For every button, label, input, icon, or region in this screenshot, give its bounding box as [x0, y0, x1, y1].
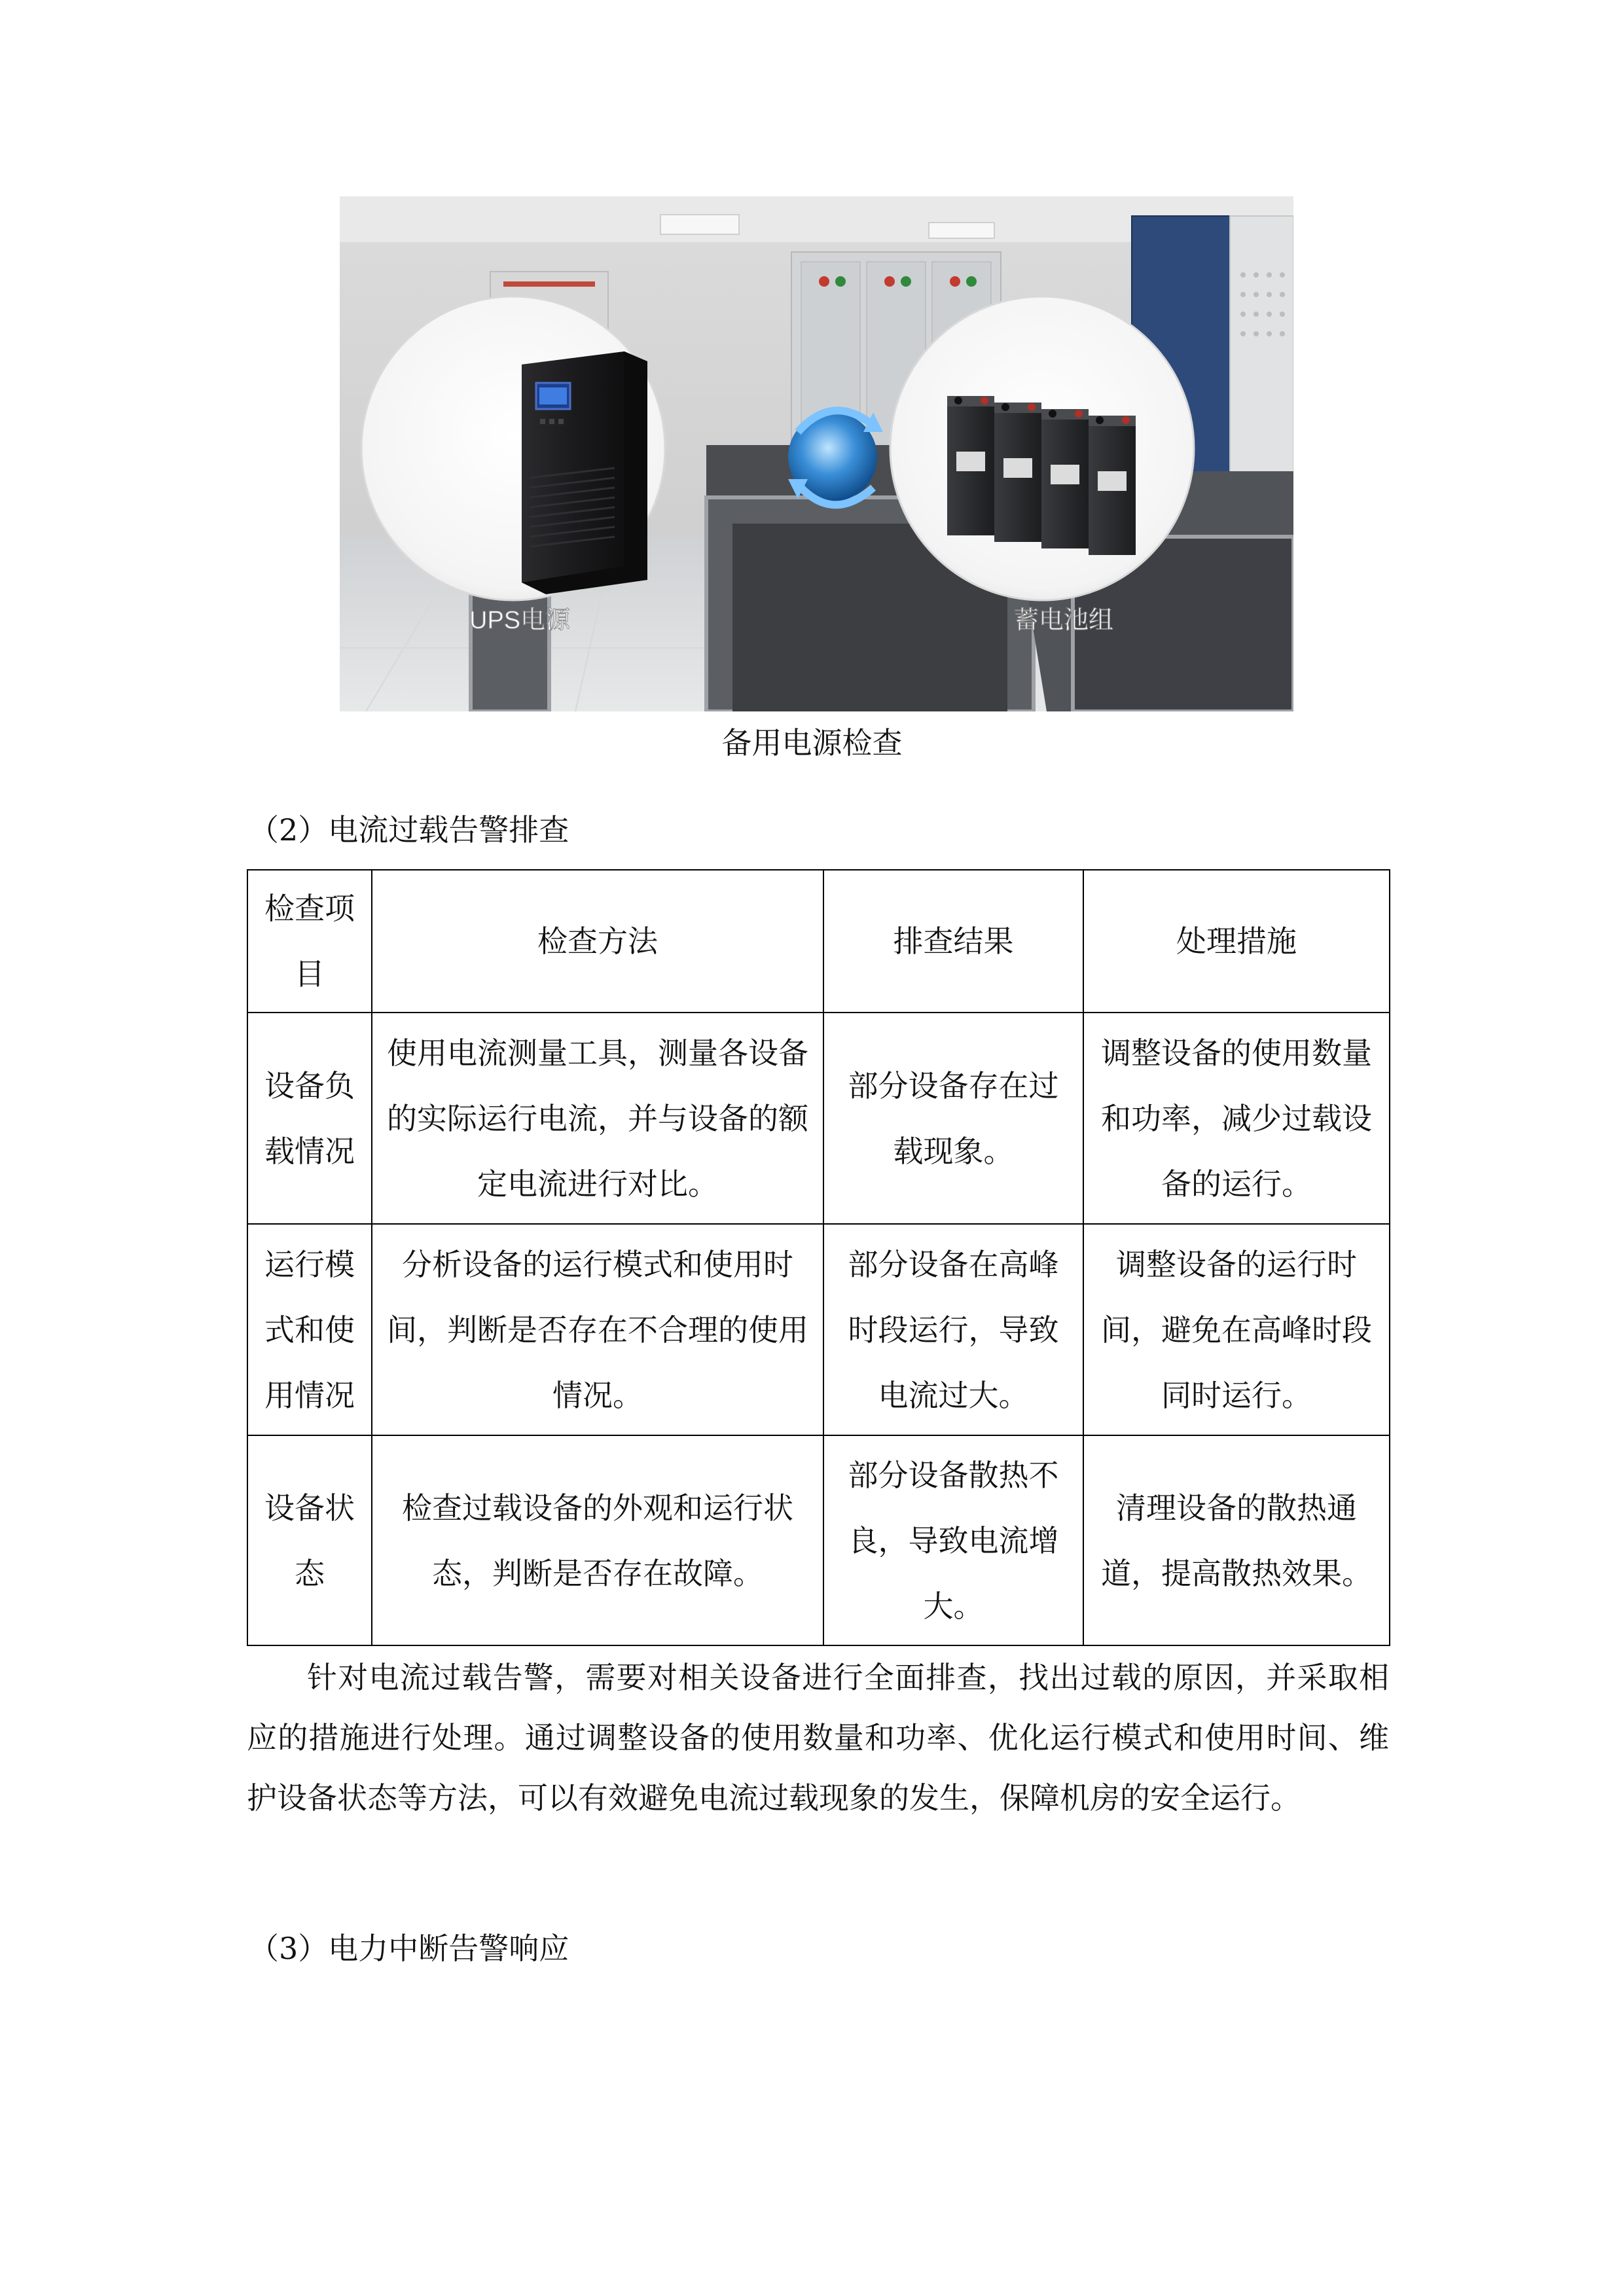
cell-item: 设备负载情况 [247, 1013, 372, 1224]
cell-result: 部分设备在高峰时段运行，导致电流过大。 [823, 1224, 1083, 1435]
section-heading-3: （3）电力中断告警响应 [249, 1931, 569, 1966]
cell-item: 设备状态 [247, 1435, 372, 1645]
ups-label: UPS电源 [469, 607, 571, 634]
header-result: 排查结果 [823, 870, 1083, 1013]
overload-check-table [247, 869, 1390, 1646]
table-header-row [247, 870, 1390, 1013]
cell-action: 清理设备的散热通道，提高散热效果。 [1083, 1435, 1390, 1645]
backup-power-figure [340, 196, 1293, 711]
figure-caption: 备用电源检查 [721, 725, 903, 761]
cell-result: 部分设备散热不良，导致电流增大。 [823, 1435, 1083, 1645]
cell-method: 使用电流测量工具，测量各设备的实际运行电流，并与设备的额定电流进行对比。 [372, 1013, 823, 1224]
table-row [247, 1224, 1390, 1435]
cell-action: 调整设备的运行时间，避免在高峰时段同时运行。 [1083, 1224, 1390, 1435]
header-action: 处理措施 [1083, 870, 1390, 1013]
header-method: 检查方法 [372, 870, 823, 1013]
cell-method: 检查过载设备的外观和运行状态，判断是否存在故障。 [372, 1435, 823, 1645]
body-paragraph: 针对电流过载告警，需要对相关设备进行全面排查，找出过载的原因，并采取相应的措施进行处理。通过调整设备的使用数量和功率、优化运行模式和使用时间、维护设备状态等方法，可以有效避免电流过载现象的发生，保障机房的安全运行。 [247, 1660, 1389, 1816]
battery-label: 蓄电池组 [1014, 607, 1114, 634]
cell-action: 调整设备的使用数量和功率，减少过载设备的运行。 [1083, 1013, 1390, 1224]
cell-method: 分析设备的运行模式和使用时间，判断是否存在不合理的使用情况。 [372, 1224, 823, 1435]
header-item: 检查项目 [247, 870, 372, 1013]
cell-result: 部分设备存在过载现象。 [823, 1013, 1083, 1224]
section-heading-2: （2）电流过载告警排查 [249, 812, 569, 848]
globe-arrows-icon [788, 410, 883, 505]
table-row [247, 1435, 1390, 1645]
cell-item: 运行模式和使用情况 [247, 1224, 372, 1435]
table-row [247, 1013, 1390, 1224]
